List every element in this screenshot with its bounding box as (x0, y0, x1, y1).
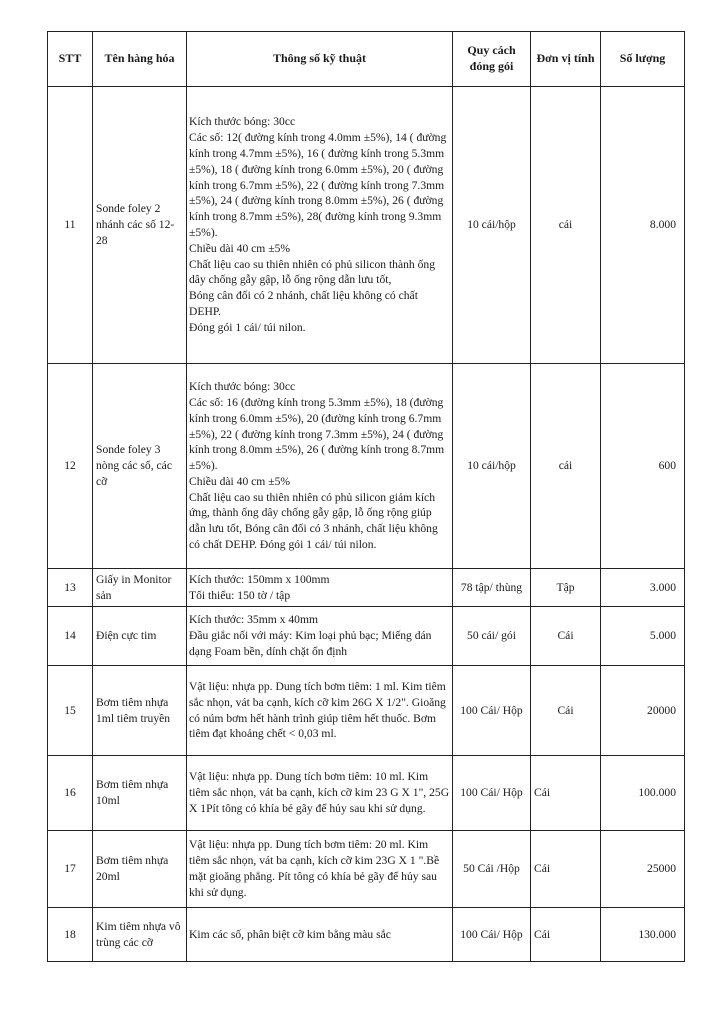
row-unit: cái (531, 364, 601, 569)
row-qty: 100.000 (601, 756, 685, 831)
table-row (48, 756, 685, 831)
spec-line: Chất liệu cao su thiên nhiên có phủ silicon thành ống dây chống gẫy gập, lỗ ống rộng dẫn lưu tốt, (189, 257, 435, 287)
row-pack: 10 cái/hộp (453, 87, 531, 364)
row-name: Sonde foley 2 nhánh các số 12-28 (93, 87, 187, 364)
table-row (48, 831, 685, 908)
row-pack: 50 Cái /Hộp (453, 831, 531, 908)
spec-line: Bóng cân đối có 2 nhánh, chất liệu không có chất DEHP. (189, 289, 418, 318)
row-spec (187, 569, 453, 607)
row-unit: Cái (531, 666, 601, 756)
row-stt: 14 (48, 607, 93, 666)
spec-line: Vật liệu: nhựa pp. Dung tích bơm tiêm: 20 ml. Kim tiêm sắc nhọn, vát ba cạnh, kích cỡ kim 23G X 1 ".Bề mặt gioăng phẳng. Pít tông có khía bẻ gãy để hủy sau khi sử dụng. (189, 838, 440, 899)
row-qty: 8.000 (601, 87, 685, 364)
table-row (48, 87, 685, 364)
table-row (48, 364, 685, 569)
row-stt: 17 (48, 831, 93, 908)
row-name: Điện cực tim (93, 607, 187, 666)
row-pack: 100 Cái/ Hộp (453, 908, 531, 962)
spec-line: Đóng gói 1 cái/ túi nilon. (189, 320, 306, 334)
row-spec (187, 607, 453, 666)
row-unit: Cái (531, 908, 601, 962)
row-spec (187, 908, 453, 962)
table-row (48, 569, 685, 607)
spec-line: Tối thiểu: 150 tờ / tập (189, 588, 291, 602)
table-row (48, 666, 685, 756)
spec-line: Chiều dài 40 cm ±5% (189, 474, 291, 488)
row-name: Sonde foley 3 nòng các số, các cỡ (93, 364, 187, 569)
row-spec (187, 831, 453, 908)
row-qty: 25000 (601, 831, 685, 908)
row-pack: 100 Cái/ Hộp (453, 666, 531, 756)
row-unit: Tập (531, 569, 601, 607)
row-unit: Cái (531, 756, 601, 831)
row-name: Giấy in Monitor sản (93, 569, 187, 607)
row-spec (187, 756, 453, 831)
spec-line: Kích thước: 150mm x 100mm (189, 572, 330, 586)
header-pack: Quy cách đóng gói (453, 32, 531, 87)
table-row (48, 908, 685, 962)
row-pack: 78 tập/ thùng (453, 569, 531, 607)
product-spec-table (47, 31, 685, 962)
header-name: Tên hàng hóa (93, 32, 187, 87)
row-stt: 12 (48, 364, 93, 569)
row-qty: 5.000 (601, 607, 685, 666)
row-stt: 16 (48, 756, 93, 831)
table-row (48, 607, 685, 666)
row-qty: 600 (601, 364, 685, 569)
spec-line: Kích thước: 35mm x 40mm (189, 613, 318, 627)
spec-line: Kích thước bóng: 30cc (189, 115, 296, 129)
header-spec: Thông số kỹ thuật (187, 32, 453, 87)
row-stt: 15 (48, 666, 93, 756)
row-pack: 100 Cái/ Hộp (453, 756, 531, 831)
row-name: Kim tiêm nhựa vô trùng các cỡ (93, 908, 187, 962)
row-stt: 13 (48, 569, 93, 607)
header-qty: Số lượng (601, 32, 685, 87)
row-name: Bơm tiêm nhựa 10ml (93, 756, 187, 831)
spec-line: Chất liệu cao su thiên nhiên có phủ silicon giảm kích ứng, thành ống dây chống gẫy gập, lỗ ống rộng giúp dẫn lưu tốt, Bóng cân đối có 3 nhánh, chất liệu không có chất DEHP. Đóng gói 1 cái/ túi nilon. (189, 490, 438, 552)
row-pack: 10 cái/hộp (453, 364, 531, 569)
spec-line: Đầu giắc nối với máy: Kim loại phủ bạc; Miếng dán dạng Foam bền, dính chặt ổn định (189, 629, 432, 658)
spec-line: Kích thước bóng: 30cc (189, 380, 296, 394)
row-qty: 130.000 (601, 908, 685, 962)
spec-line: Chiều dài 40 cm ±5% (189, 241, 291, 255)
row-qty: 3.000 (601, 569, 685, 607)
row-unit: cái (531, 87, 601, 364)
spec-line: Các số: 12( đường kính trong 4.0mm ±5%), 14 ( đường kính trong 4.7mm ±5%), 16 ( đường kính trong 5.3mm ±5%), 18 ( đường kính trong 6.0mm ±5%), 20 ( đường kính trong 6.7mm ±5%), 22 ( đường kính trong 7.3mm ±5%), 24 ( đường kính trong 8.0mm ±5%), 26 ( đường kính trong 8.7mm ±5%), 28( đường kính trong 9.3mm ±5%). (189, 131, 447, 239)
spec-line: Kim các số, phân biệt cỡ kim bằng màu sắc (189, 927, 391, 941)
row-stt: 11 (48, 87, 93, 364)
row-unit: Cái (531, 831, 601, 908)
row-qty: 20000 (601, 666, 685, 756)
row-spec (187, 666, 453, 756)
row-name: Bơm tiêm nhựa 1ml tiêm truyền (93, 666, 187, 756)
spec-line: Các số: 16 (đường kính trong 5.3mm ±5%), 18 (đường kính trong 6.0mm ±5%), 20 (đường kính trong 6.7mm ±5%), 22 ( đường kính trong 7.3mm ±5%), 24 ( đường kính trong 8.0mm ±5%), 26 ( đường kính trong 8.7mm ±5%). (189, 395, 445, 473)
header-unit: Đơn vị tính (531, 32, 601, 87)
row-stt: 18 (48, 908, 93, 962)
row-unit: Cái (531, 607, 601, 666)
row-spec (187, 364, 453, 569)
header-row (48, 32, 685, 87)
row-spec (187, 87, 453, 364)
header-stt: STT (48, 32, 93, 87)
row-name: Bơm tiêm nhựa 20ml (93, 831, 187, 908)
spec-line: Vật liệu: nhựa pp. Dung tích bơm tiêm: 1 ml. Kim tiêm sắc nhọn, vát ba cạnh, kích cỡ kim 26G X 1/2". Gioăng có núm bơm hết hành trình giúp tiêm hết thuốc. Bơm tiêm đạt khoảng chết < 0,03 ml. (189, 679, 446, 741)
row-pack: 50 cái/ gói (453, 607, 531, 666)
spec-line: Vật liệu: nhựa pp. Dung tích bơm tiêm: 10 ml. Kim tiêm sắc nhọn, vát ba cạnh, kích cỡ kim 23 G X 1", 25G X 1Pít tông có khía bẻ gãy để hủy sau khi sử dụng. (189, 770, 450, 815)
